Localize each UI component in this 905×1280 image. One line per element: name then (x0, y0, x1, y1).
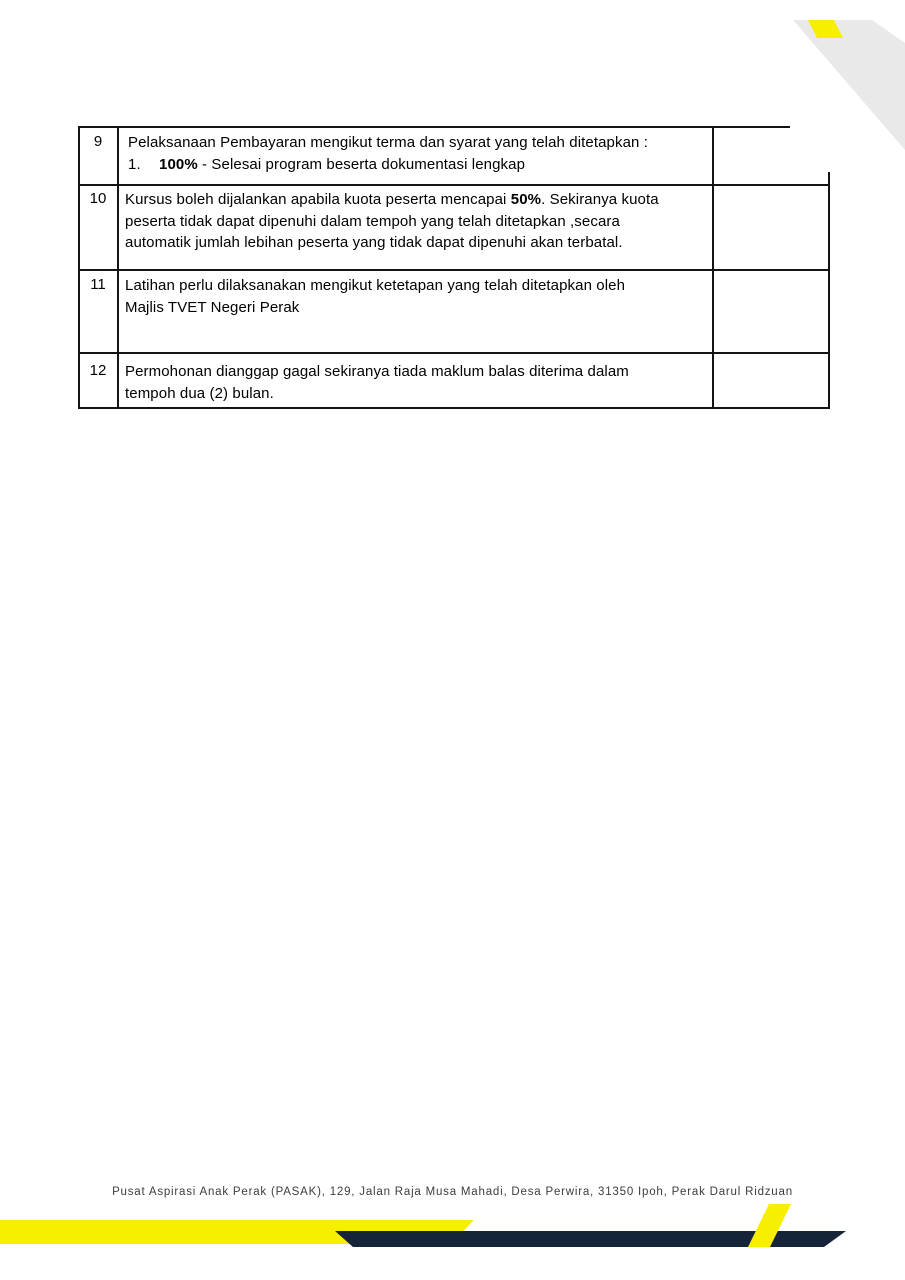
row-number: 12 (89, 362, 107, 379)
table-row-content (125, 361, 710, 404)
row-text-line: tempoh dua (2) bulan. (125, 384, 274, 402)
row-text-line: peserta tidak dapat dipenuhi dalam tempoh yang telah ditetapkan ,secara (125, 212, 620, 230)
table-right-border (828, 172, 830, 409)
table-bottom-border (78, 407, 830, 409)
row-text-line: Latihan perlu dilaksanakan mengikut ketetapan yang telah ditetapkan oleh (125, 277, 626, 294)
row-text-line: Majlis TVET Negeri Perak (125, 298, 300, 316)
row-text-line: Kursus boleh dijalankan apabila kuota peserta mencapai 50%. Sekiranya kuota (125, 191, 659, 208)
row-number: 11 (90, 276, 106, 293)
row-number: 10 (89, 190, 107, 207)
table-top-border (78, 126, 790, 128)
row-text-line: 1. 100% - Selesai program beserta dokumentasi lengkap (128, 154, 710, 176)
bold-value: 50% (510, 191, 542, 208)
row-text-line: automatik jumlah lebihan peserta yang tidak dapat dipenuhi akan terbatal. (125, 234, 623, 251)
table-row-content (125, 275, 710, 318)
row-status-cell (714, 271, 828, 352)
table-row-content (125, 189, 710, 254)
list-number: 1. (128, 155, 141, 173)
row-text-line: Pelaksanaan Pembayaran mengikut terma dan syarat yang telah ditetapkan : (128, 134, 649, 151)
row-number: 9 (93, 133, 103, 150)
table-row-content (128, 132, 710, 175)
row-status-cell (714, 354, 828, 407)
footer-address: Pusat Aspirasi Anak Perak (PASAK), 129, Jalan Raja Musa Mahadi, Desa Perwira, 31350 Ipoh, Perak Darul Ridzuan (112, 1186, 793, 1198)
row-status-cell (714, 128, 828, 184)
row-text-line: Permohonan dianggap gagal sekiranya tiada maklum balas diterima dalam (125, 363, 629, 380)
row-status-cell (714, 186, 828, 269)
bold-value: 100% (159, 155, 198, 173)
